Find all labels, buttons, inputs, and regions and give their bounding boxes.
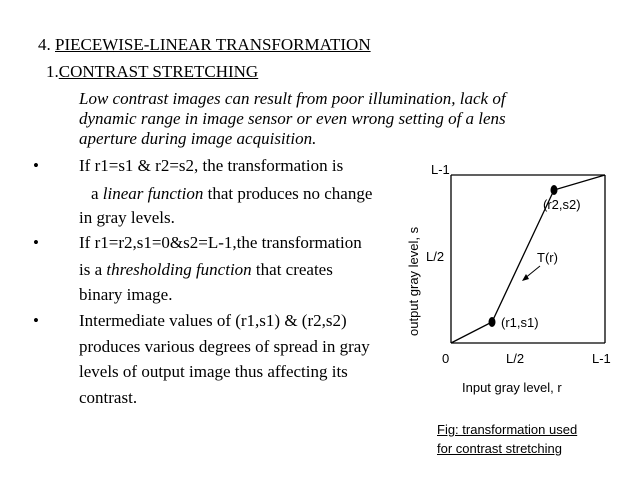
x-tick-label: 0 (442, 351, 450, 366)
bullet-2-line-1: If r1=r2,s1=0&s2=L-1,the transformation (79, 233, 362, 252)
bullet-3-line-3: levels of output image thus affecting its (79, 362, 348, 381)
x-tick-label: L/2 (506, 351, 525, 366)
point-r2-s2-marker (551, 185, 558, 195)
x-axis-label: Input gray level, r (462, 380, 562, 395)
bullet-1-line-3: in gray levels. (79, 208, 175, 227)
bullet-symbol: • (33, 311, 39, 330)
y-tick-label: L/2 (426, 249, 445, 264)
y-axis-label: output gray level, s (406, 226, 421, 336)
intro-line: dynamic range in image sensor or even wrong setting of a lens (79, 109, 506, 128)
point-r1-s1-marker (489, 317, 496, 327)
arrow-head (522, 274, 529, 281)
curve-label: T(r) (537, 250, 558, 265)
emphasis-linear-function: linear function (102, 184, 204, 203)
text-span: a (91, 184, 103, 203)
bullet-symbol: • (33, 233, 39, 252)
emphasis-thresholding-function: thresholding function (106, 260, 252, 279)
y-tick-label: L-1 (431, 162, 450, 177)
section-title: PIECEWISE-LINEAR TRANSFORMATION (55, 35, 371, 54)
bullet-2-line-3: binary image. (79, 285, 173, 304)
intro-line: Low contrast images can result from poor illumination, lack of (79, 89, 506, 108)
point-r1-s1-label: (r1,s1) (501, 315, 539, 330)
point-r2-s2-label: (r2,s2) (543, 197, 581, 212)
bullet-3-line-1: Intermediate values of (r1,s1) & (r2,s2) (79, 311, 347, 330)
bullet-3-line-4: contrast. (79, 388, 138, 407)
bullet-symbol: • (33, 156, 39, 175)
subsection-number: 1. (46, 62, 59, 81)
figure-caption-line-2: for contrast stretching (437, 441, 562, 456)
bullet-3-line-2: produces various degrees of spread in gray (79, 337, 370, 356)
text-span: that creates (251, 260, 333, 279)
subsection-title: CONTRAST STRETCHING (58, 62, 259, 81)
figure-caption-line-1: Fig: transformation used (437, 422, 578, 437)
x-tick-label: L-1 (592, 351, 611, 366)
text-span: is a (79, 260, 107, 279)
bullet-1-line-1: If r1=s1 & r2=s2, the transformation is (79, 156, 344, 175)
text-span: that produces no change (203, 184, 373, 203)
intro-line: aperture during image acquisition. (79, 129, 317, 148)
section-number: 4. (38, 35, 55, 54)
